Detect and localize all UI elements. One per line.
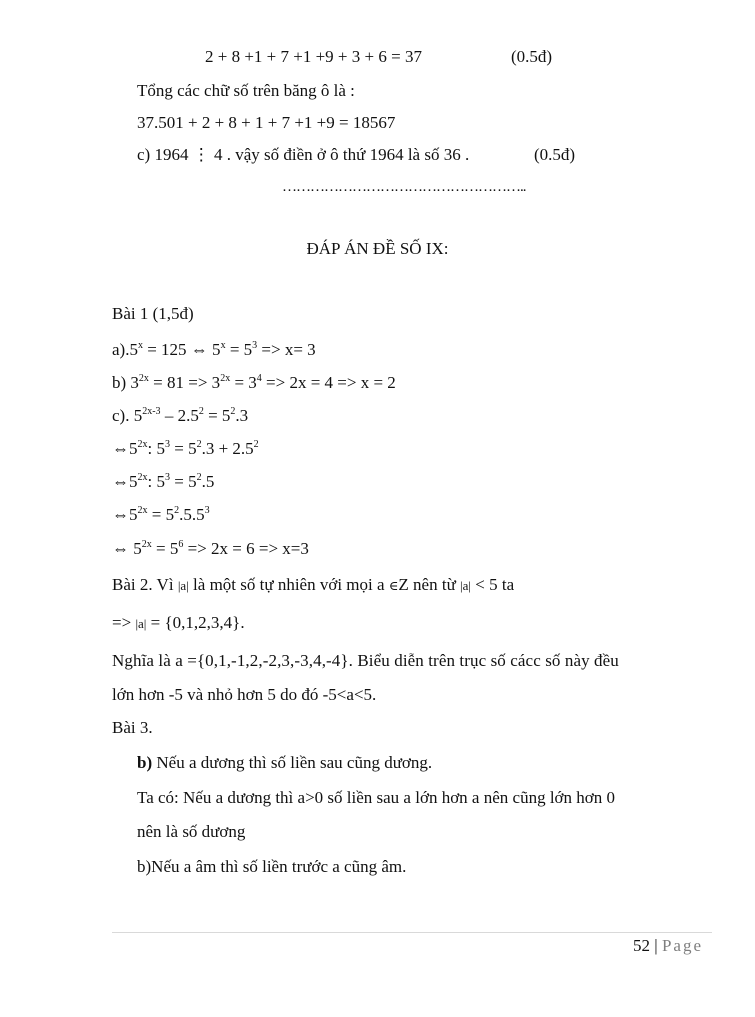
equation-line: $\Leftrightarrow 5^{2x}$: $5^3 = 5^2.5$ [112,472,215,491]
footer-divider [112,932,712,933]
equation-line: ⇔ $5^{2x} = 5^6 => 2x = 6 => x=3$ [112,539,309,558]
text-line: Tổng các chữ số trên băng ô là : [137,81,355,100]
text-line: Bài 2. Vì |a| là một số tự nhiên với mọi a ∈Z nên từ |a| < 5 ta [112,575,515,594]
equation-line: $a).5^x = 125$ ⇔ $5^x = 5^3 => x= 3$ [112,340,316,359]
page-label: Page [661,936,703,955]
exercise-title: Bài 3. [112,718,153,737]
score-mark: (0.5đ) [534,145,576,164]
text-line: Nghĩa là a ={0,1,-1,2,-2,3,-3,4,-4}. Biểu diễn trên trục số cácc số này đều [112,651,619,670]
text-line: => |a| = {0,1,2,3,4}. [112,613,245,632]
equation-line: $\Leftrightarrow 5^{2x} = 5^2.5.5^3$ [112,505,210,524]
text-line: lớn hơn -5 và nhỏ hơn 5 do đó -5<a<5. [112,685,377,704]
page-number: 52 [633,936,651,955]
equation-line: b) $3^{2x} = 81 => 3^{2x} = 3^4 => 2x = 4 => x = 2$ [112,373,396,392]
score-mark: (0.5đ) [511,47,553,66]
footer-separator: | [650,936,662,955]
dotted-separator: …………………………………………….. [282,179,526,195]
text-line: Ta có: Nếu a dương thì a>0 số liền sau a lớn hơn a nên cũng lớn hơn 0 [137,788,616,807]
sum-line: 2 + 8 +1 + 7 +1 +9 + 3 + 6 = 37 [205,47,422,66]
text-line: nên là số dương [137,822,246,841]
text-line: b) Nếu a dương thì số liền sau cũng dương. [137,753,433,772]
text-line: b)Nếu a âm thì số liền trước a cũng âm. [137,857,407,876]
text-line: c) 1964 ⋮ 4 . vậy số điền ở ô thứ 1964 là số 36 . [137,145,470,164]
equation-line: c). $5^{2x-3} - 2.5^2 = 5^2.3$ [112,406,249,425]
section-heading: ĐÁP ÁN ĐỀ SỐ IX: [306,239,449,258]
exercise-title: Bài 1 (1,5đ) [112,304,194,323]
sum-line: 37.501 + 2 + 8 + 1 + 7 +1 +9 = 18567 [137,113,396,132]
page-footer [633,935,703,957]
equation-line: $\Leftrightarrow 5^{2x}$: $5^3 = 5^2.3 + 2.5^2$ [112,439,259,458]
